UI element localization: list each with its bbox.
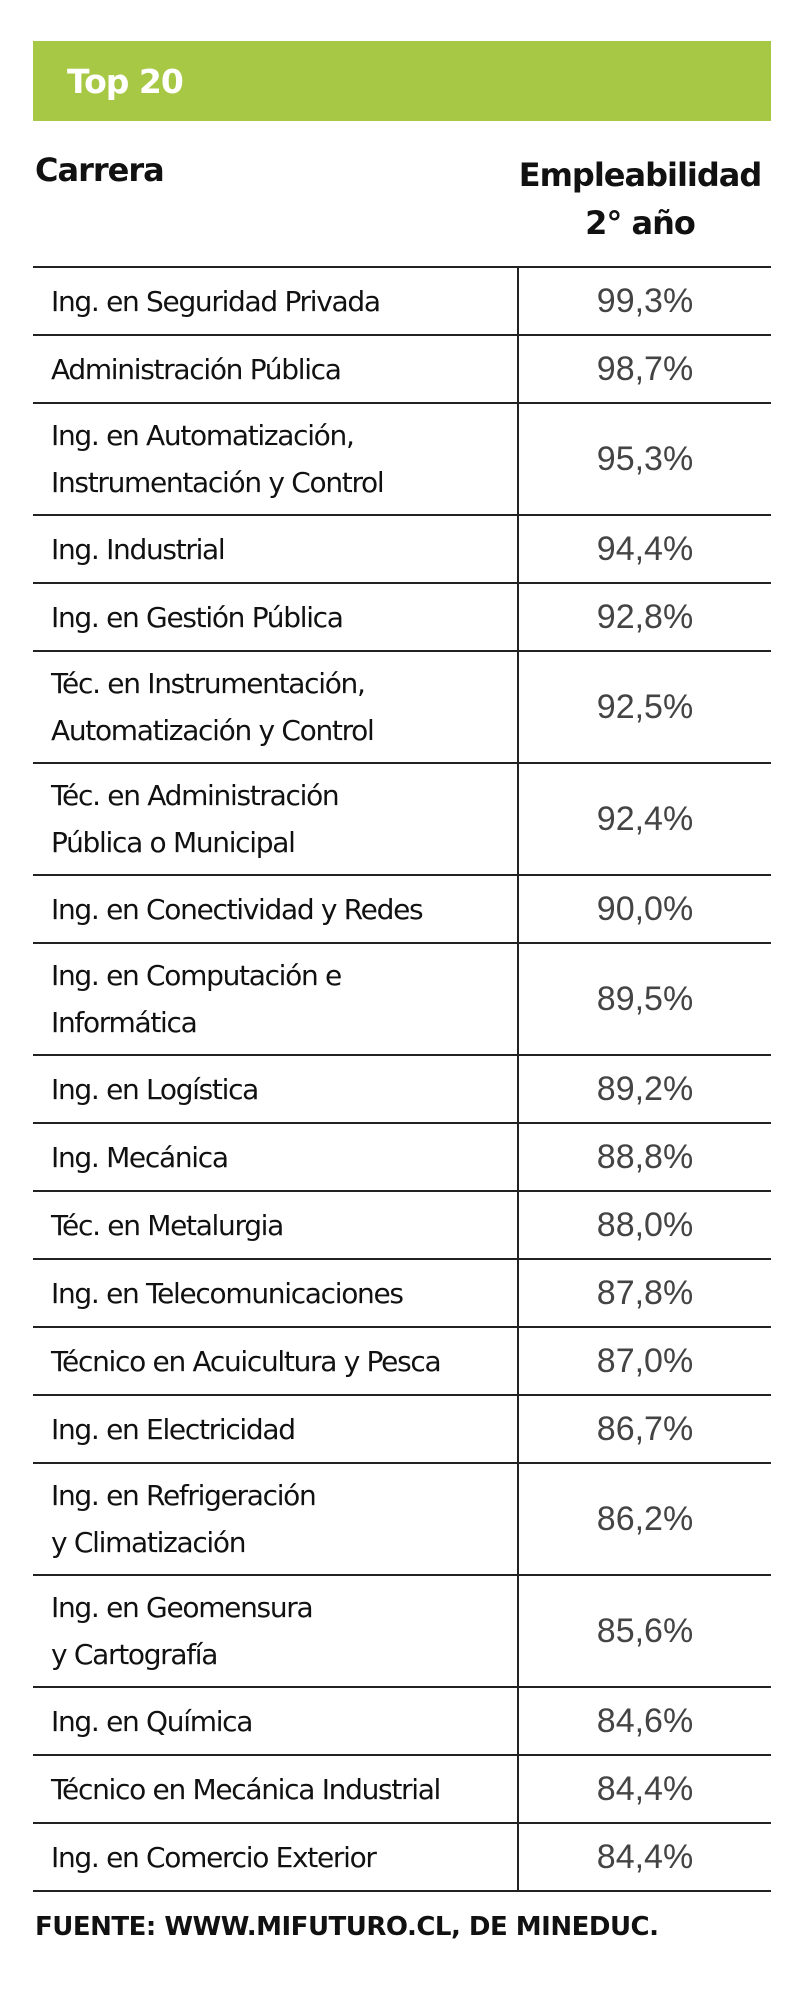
table-row [33, 268, 771, 335]
column-header-empleabilidad-line2: 2° año [585, 204, 695, 242]
career-name-line: Técnico en Mecánica Industrial [51, 1772, 441, 1806]
employability-value: 88,0% [518, 1191, 771, 1259]
career-name-line: y Cartografía [51, 1638, 218, 1671]
table-row [33, 1259, 771, 1327]
career-name [33, 1123, 518, 1191]
career-name-line: Ing. Industrial [51, 532, 225, 566]
employability-value: 92,8% [518, 583, 771, 651]
employability-value: 85,6% [518, 1575, 771, 1687]
employability-value: 92,5% [518, 651, 771, 763]
column-header-empleabilidad [509, 151, 771, 247]
employability-value: 94,4% [518, 515, 771, 583]
career-name [33, 268, 518, 335]
table-row [33, 1191, 771, 1259]
table-row [33, 1463, 771, 1575]
employability-value: 86,7% [518, 1395, 771, 1463]
career-name-line: Ing. en Comercio Exterior [51, 1840, 376, 1874]
career-name [33, 515, 518, 583]
table-row [33, 763, 771, 875]
banner-title: Top 20 [67, 61, 183, 101]
career-name [33, 1687, 518, 1755]
career-name [33, 1463, 518, 1575]
employability-value: 95,3% [518, 403, 771, 515]
column-header-carrera: Carrera [35, 151, 164, 189]
career-name-line: Ing. en Química [51, 1704, 253, 1738]
table-row [33, 943, 771, 1055]
table-row [33, 1055, 771, 1123]
employability-value: 89,2% [518, 1055, 771, 1123]
table-row [33, 1123, 771, 1191]
career-name-line: Ing. en Computación e [51, 959, 341, 992]
career-name-line: Ing. en Refrigeración [51, 1479, 316, 1512]
career-name-line: Téc. en Metalurgia [51, 1208, 284, 1242]
table-row [33, 403, 771, 515]
source-note: FUENTE: WWW.MIFUTURO.CL, DE MINEDUC. [35, 1912, 659, 1942]
career-name [33, 651, 518, 763]
career-name-line: Informática [51, 1006, 197, 1039]
ranking-table-container [33, 41, 771, 1942]
title-banner [33, 41, 771, 121]
career-name [33, 1259, 518, 1327]
column-header-empleabilidad-line1: Empleabilidad [518, 156, 762, 194]
table-row [33, 1755, 771, 1823]
career-name-line: Pública o Municipal [51, 826, 295, 859]
employability-value: 92,4% [518, 763, 771, 875]
table-row [33, 1687, 771, 1755]
career-name-line: Ing. en Telecomunicaciones [51, 1276, 403, 1310]
employability-value: 87,0% [518, 1327, 771, 1395]
table-header [33, 121, 771, 268]
career-name-line: Administración Pública [51, 352, 341, 386]
employability-value: 90,0% [518, 875, 771, 943]
career-name-line: Ing. en Seguridad Privada [51, 284, 380, 318]
table-row [33, 1395, 771, 1463]
employability-value: 84,4% [518, 1823, 771, 1891]
career-name-line: Técnico en Acuicultura y Pesca [51, 1344, 441, 1378]
career-name [33, 1327, 518, 1395]
ranking-table-body [33, 268, 771, 1891]
employability-value: 84,4% [518, 1755, 771, 1823]
table-row [33, 1575, 771, 1687]
career-name [33, 583, 518, 651]
career-name-line: Ing. en Geomensura [51, 1591, 313, 1624]
career-name [33, 335, 518, 403]
career-name-line: y Climatización [51, 1526, 246, 1559]
career-name-line: Instrumentación y Control [51, 466, 384, 499]
career-name [33, 1395, 518, 1463]
career-name [33, 403, 518, 515]
table-row [33, 335, 771, 403]
career-name [33, 1823, 518, 1891]
career-name-line: Ing. en Electricidad [51, 1412, 295, 1446]
career-name-line: Téc. en Administración [51, 779, 339, 812]
table-row [33, 1327, 771, 1395]
ranking-table [33, 268, 771, 1892]
career-name [33, 1755, 518, 1823]
career-name [33, 875, 518, 943]
career-name [33, 1575, 518, 1687]
table-row [33, 875, 771, 943]
career-name [33, 763, 518, 875]
career-name [33, 943, 518, 1055]
career-name [33, 1191, 518, 1259]
table-row [33, 651, 771, 763]
employability-value: 98,7% [518, 335, 771, 403]
career-name-line: Ing. en Automatización, [51, 419, 354, 452]
employability-value: 88,8% [518, 1123, 771, 1191]
employability-value: 99,3% [518, 268, 771, 335]
career-name-line: Ing. Mecánica [51, 1140, 228, 1174]
table-row [33, 515, 771, 583]
career-name-line: Téc. en Instrumentación, [51, 667, 365, 700]
career-name [33, 1055, 518, 1123]
employability-value: 89,5% [518, 943, 771, 1055]
table-row [33, 583, 771, 651]
career-name-line: Ing. en Conectividad y Redes [51, 892, 423, 926]
career-name-line: Ing. en Logística [51, 1072, 259, 1106]
employability-value: 87,8% [518, 1259, 771, 1327]
employability-value: 84,6% [518, 1687, 771, 1755]
employability-value: 86,2% [518, 1463, 771, 1575]
table-row [33, 1823, 771, 1891]
career-name-line: Automatización y Control [51, 714, 374, 747]
career-name-line: Ing. en Gestión Pública [51, 600, 343, 634]
